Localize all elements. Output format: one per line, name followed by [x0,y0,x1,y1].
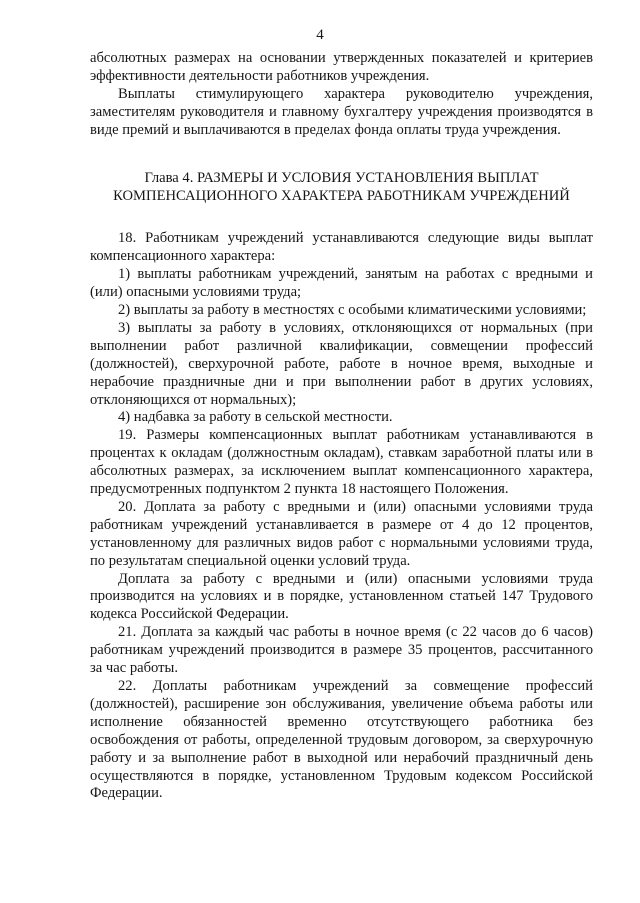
paragraph-item-20: 20. Доплата за работу с вредными и (или) опасными условиями труда работникам учреждений устанавливается в размере от 4 до 12 процентов, установленному для различных видов работ с нормальными условиями труда, по результатам специальной оценки условий труда. [90,498,593,569]
paragraph-item-19: 19. Размеры компенсационных выплат работникам устанавливаются в процентах к окладам (должностным окладам), ставкам заработной платы или в абсолютных размерах, за исключением выплат компенсационного характера, предусмотренных подпунктом 2 пункта 18 настоящего Положения. [90,427,593,498]
paragraph-subitem-1: 1) выплаты работникам учреждений, занятым на работах с вредными и (или) опасными условиями труда; [90,266,593,301]
paragraph-subitem-2: 2) выплаты за работу в местностях с особыми климатическими условиями; [118,301,587,318]
document-body [90,50,593,803]
paragraph-subitem-3: 3) выплаты за работу в условиях, отклоняющихся от нормальных (при выполнении работ различной квалификации, совмещении профессий (должностей), сверхурочной работе, работе в ночное время, выходные и нерабочие праздничные дни и при выполнении работ в других условиях, отклоняющихся от нормальных); [90,319,593,408]
paragraph-item-22: 22. Доплаты работникам учреждений за совмещение профессий (должностей), расширение зон обслуживания, увеличение объема работы или исполнение обязанностей временно отсутствующего работника без освобождения от работы, определенной трудовым договором, за сверхурочную работу и за выполнение работ в выходной или нерабочий праздничный день осуществляются в порядке, установленном Трудовым кодексом Российской Федерации. [90,678,593,802]
page-number: 4 [316,27,324,43]
paragraph-item-18: 18. Работникам учреждений устанавливаются следующие виды выплат компенсационного характера: [90,230,593,265]
paragraph-item-21: 21. Доплата за каждый час работы в ночное время (с 22 часов до 6 часов) работникам учреждений производится в размере 35 процентов, рассчитанного за час работы. [90,624,593,677]
paragraph-subitem-4: 4) надбавка за работу в сельской местности. [118,409,393,426]
paragraph-continuation: абсолютных размерах на основании утвержденных показателей и критериев эффективности деятельности работников учреждения. [90,50,593,84]
paragraph-stimulating-payments: Выплаты стимулирующего характера руководителю учреждения, заместителям руководителя и главному бухгалтеру учреждения производятся в виде премий и выплачиваются в пределах фонда оплаты труда учреждения. [90,85,593,138]
paragraph-item-20-continued: Доплата за работу с вредными и (или) опасными условиями труда производится на условиях и в порядке, установленном статьей 147 Трудового кодекса Российской Федерации. [90,570,593,623]
chapter-heading-line-1: Глава 4. РАЗМЕРЫ И УСЛОВИЯ УСТАНОВЛЕНИЯ ВЫПЛАТ [144,169,539,186]
chapter-heading [90,169,593,206]
chapter-heading-line-2: КОМПЕНСАЦИОННОГО ХАРАКТЕРА РАБОТНИКАМ УЧРЕЖДЕНИЙ [113,187,570,204]
